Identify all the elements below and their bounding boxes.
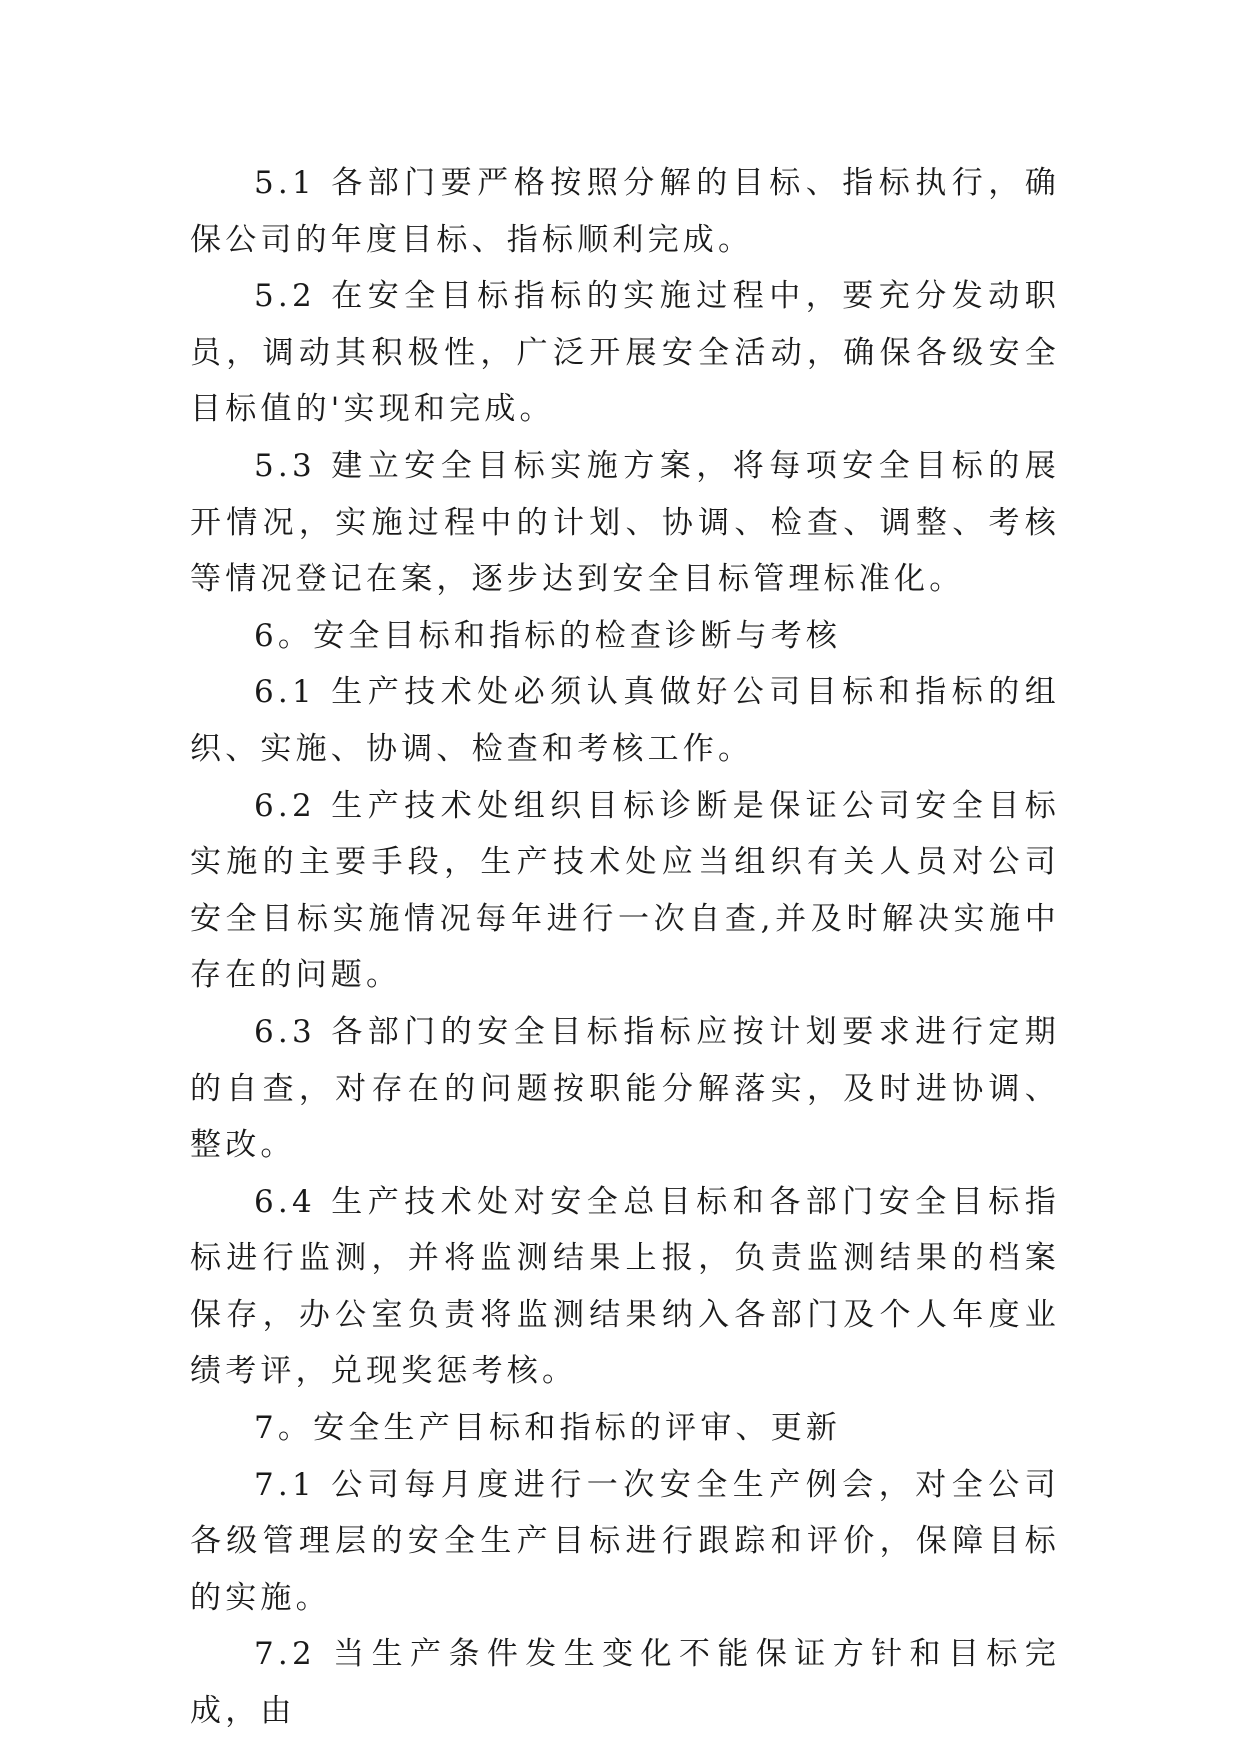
paragraph-5-3: 5.3 建立安全目标实施方案，将每项安全目标的展开情况，实施过程中的计划、协调、检查、调整、考核等情况登记在案，逐步达到安全目标管理标准化。 xyxy=(190,447,1060,598)
section-heading-7: 7。安全生产目标和指标的评审、更新 xyxy=(254,1410,842,1447)
document-body xyxy=(190,155,1060,1740)
paragraph-7-1: 7.1 公司每月度进行一次安全生产例会，对全公司各级管理层的安全生产目标进行跟踪和评价，保障目标的实施。 xyxy=(190,1466,1060,1616)
paragraph-5-2: 5.2 在安全目标指标的实施过程中，要充分发动职员，调动其积极性，广泛开展安全活动，确保各级安全目标值的'实现和完成。 xyxy=(190,278,1060,428)
paragraph-6-4: 6.4 生产技术处对安全总目标和各部门安全目标指标进行监测，并将监测结果上报，负责监测结果的档案保存，办公室负责将监测结果纳入各部门及个人年度业绩考评，兑现奖惩考核。 xyxy=(190,1183,1060,1390)
paragraph-5-1: 5.1 各部门要严格按照分解的目标、指标执行，确保公司的年度目标、指标顺利完成。 xyxy=(190,165,1060,258)
section-heading-6: 6。安全目标和指标的检查诊断与考核 xyxy=(254,617,842,654)
paragraph-6-3: 6.3 各部门的安全目标指标应按计划要求进行定期的自查，对存在的问题按职能分解落实，及时进协调、整改。 xyxy=(190,1013,1060,1164)
paragraph-6-1: 6.1 生产技术处必须认真做好公司目标和指标的组织、实施、协调、检查和考核工作。 xyxy=(190,674,1060,767)
paragraph-6-2: 6.2 生产技术处组织目标诊断是保证公司安全目标实施的主要手段，生产技术处应当组织有关人员对公司安全目标实施情况每年进行一次自查,并及时解决实施中存在的问题。 xyxy=(190,787,1060,994)
paragraph-7-2: 7.2 当生产条件发生变化不能保证方针和目标完成，由 xyxy=(190,1636,1060,1730)
